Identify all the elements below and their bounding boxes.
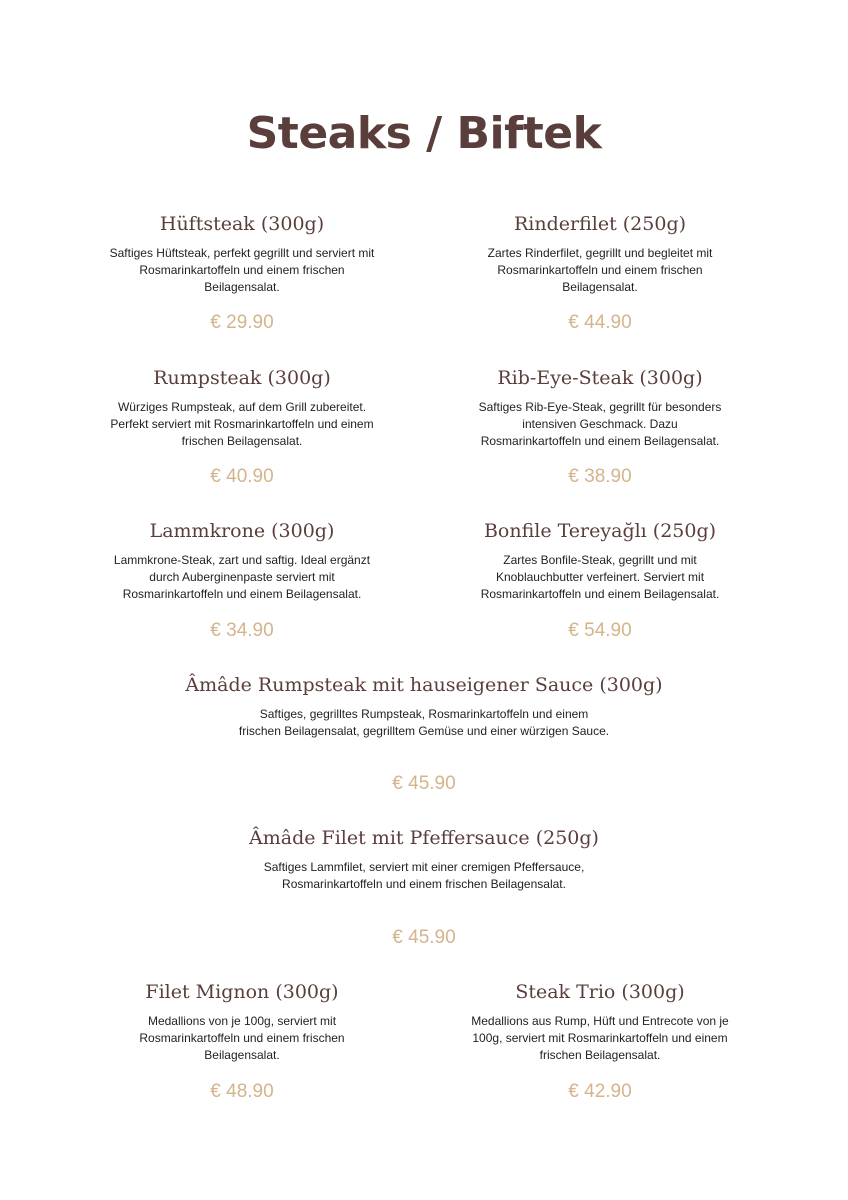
- menu-item-lammkrone: [92, 518, 392, 646]
- item-price: € 45.90: [392, 927, 456, 948]
- item-name: Bonfile Tereyağlı (250g): [483, 520, 717, 542]
- item-price: € 38.90: [568, 466, 632, 487]
- item-name: Steak Trio (300g): [515, 981, 685, 1003]
- item-description: Lammkrone-Steak, zart und saftig. Ideal ergänzt durch Auberginenpaste serviert mit Rosmarinkartoffeln und einem Beilagensalat.: [113, 553, 371, 601]
- item-description: Medallions aus Rump, Hüft und Entrecote von je 100g, serviert mit Rosmarinkartoffeln und einem frischen Beilagensalat.: [471, 1014, 729, 1062]
- item-description: Zartes Rinderfilet, gegrillt und begleitet mit Rosmarinkartoffeln und einem frischen Beilagensalat.: [487, 246, 713, 294]
- item-description: Saftiges Lammfilet, serviert mit einer cremigen Pfeffersauce, Rosmarinkartoffeln und einem frischen Beilagensalat.: [263, 860, 585, 891]
- item-description: Saftiges, gegrilltes Rumpsteak, Rosmarinkartoffeln und einem frischen Beilagensalat, gegrilltem Gemüse und einer würzigen Sauce.: [238, 707, 610, 738]
- item-name: Hüftsteak (300g): [159, 213, 325, 235]
- item-price: € 29.90: [210, 312, 274, 333]
- menu-item-rinderfilet: [450, 211, 750, 339]
- item-price: € 54.90: [568, 620, 632, 641]
- item-price: € 44.90: [568, 312, 632, 333]
- menu-item-rib-eye-steak: [450, 365, 750, 493]
- item-name: Filet Mignon (300g): [145, 981, 339, 1003]
- menu-item-bonfile-tereyagli: [450, 518, 750, 646]
- item-price: € 48.90: [210, 1081, 274, 1102]
- item-price: € 34.90: [210, 620, 274, 641]
- item-name: Âmâde Filet mit Pfeffersauce (250g): [249, 827, 599, 849]
- item-price: € 40.90: [210, 466, 274, 487]
- item-name: Rib-Eye-Steak (300g): [497, 367, 703, 389]
- menu-item-hueftsteak: [92, 211, 392, 339]
- item-price: € 45.90: [392, 773, 456, 794]
- item-name: Lammkrone (300g): [149, 520, 335, 542]
- item-description: Würziges Rumpsteak, auf dem Grill zubereitet. Perfekt serviert mit Rosmarinkartoffeln und einem frischen Beilagensalat.: [110, 400, 374, 448]
- menu-item-rumpsteak: [92, 365, 392, 493]
- item-description: Saftiges Rib-Eye-Steak, gegrillt für besonders intensiven Geschmack. Dazu Rosmarinkartoffeln und einem Beilagensalat.: [478, 400, 722, 448]
- item-description: Zartes Bonfile-Steak, gegrillt und mit Knoblauchbutter verfeinert. Serviert mit Rosmarinkartoffeln und einem Beilagensalat.: [480, 553, 720, 601]
- menu-item-filet-mignon: [92, 979, 392, 1107]
- item-name: Rinderfilet (250g): [513, 213, 687, 235]
- menu-item-amade-rumpsteak: [174, 672, 674, 800]
- item-name: Rumpsteak (300g): [153, 367, 331, 389]
- item-description: Saftiges Hüftsteak, perfekt gegrillt und serviert mit Rosmarinkartoffeln und einem frischen Beilagensalat.: [109, 246, 375, 294]
- menu-item-amade-filet: [174, 825, 674, 953]
- item-price: € 42.90: [568, 1081, 632, 1102]
- item-name: Âmâde Rumpsteak mit hauseigener Sauce (300g): [185, 674, 663, 696]
- menu-item-steak-trio: [450, 979, 750, 1107]
- page-title: Steaks / Biftek: [246, 108, 602, 159]
- item-description: Medallions von je 100g, serviert mit Rosmarinkartoffeln und einem frischen Beilagensalat.: [139, 1014, 345, 1062]
